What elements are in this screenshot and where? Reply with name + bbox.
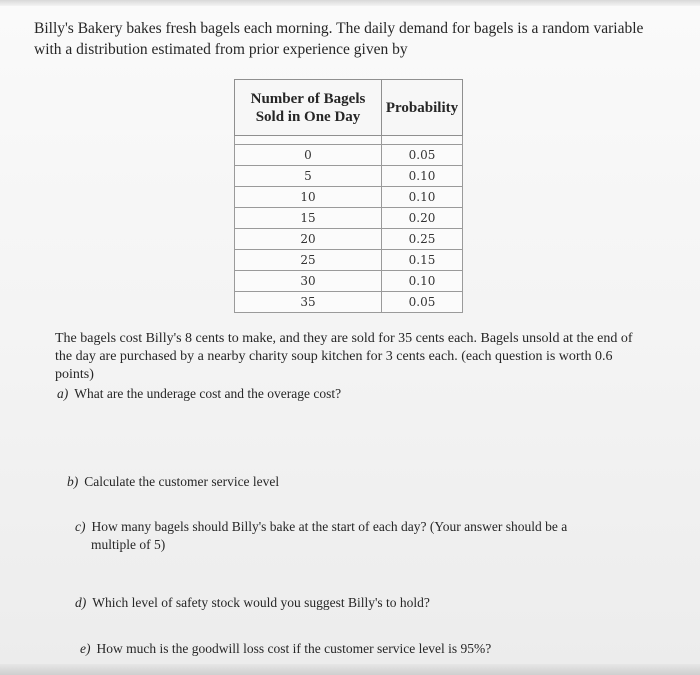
question-a-text: What are the underage cost and the overage cost? xyxy=(74,386,342,401)
question-e-text: How much is the goodwill loss cost if the customer service level is 95%? xyxy=(96,641,492,656)
question-b xyxy=(67,473,279,491)
question-c-label: c) xyxy=(75,519,86,534)
probability-cell: 0.05 xyxy=(382,145,463,166)
demand-distribution-table xyxy=(234,79,463,313)
table-row xyxy=(235,145,463,166)
bagels-cell: 35 xyxy=(235,292,382,313)
question-b-text: Calculate the customer service level xyxy=(84,474,280,489)
question-d-label: d) xyxy=(75,595,87,610)
table-row xyxy=(235,292,463,313)
bagels-cell: 5 xyxy=(235,166,382,187)
question-e-label: e) xyxy=(80,641,91,656)
table-header-row xyxy=(235,80,463,136)
question-a-label: a) xyxy=(57,386,69,401)
question-c xyxy=(75,518,635,554)
probability-cell: 0.05 xyxy=(382,292,463,313)
intro-text: Billy's Bakery bakes fresh bagels each morning. The daily demand for bagels is a random variable with a distribution estimated from prior experience given by xyxy=(34,20,644,58)
bagels-cell: 30 xyxy=(235,271,382,292)
bagels-cell: 25 xyxy=(235,250,382,271)
table-row xyxy=(235,229,463,250)
table-row xyxy=(235,271,463,292)
header-probability: Probability xyxy=(382,80,463,136)
table-spacer-row xyxy=(235,136,463,145)
question-d-text: Which level of safety stock would you suggest Billy's to hold? xyxy=(92,595,430,610)
bottom-edge-shadow xyxy=(0,664,700,675)
top-edge-shadow xyxy=(0,0,700,6)
question-e xyxy=(80,640,491,658)
probability-cell: 0.10 xyxy=(382,271,463,292)
question-c-text-line1: How many bagels should Billy's bake at the start of each day? (Your answer should be a xyxy=(91,519,568,534)
table-row xyxy=(235,166,463,187)
question-d xyxy=(75,594,430,612)
cost-paragraph: The bagels cost Billy's 8 cents to make, and they are sold for 35 cents each. Bagels unsold at the end of the day are purchased by a nearby charity soup kitchen for 3 cents each. (each question is worth 0.6 points) xyxy=(55,331,633,382)
probability-cell: 0.15 xyxy=(382,250,463,271)
table-row xyxy=(235,187,463,208)
bagels-cell: 10 xyxy=(235,187,382,208)
header-bagels-sold: Number of Bagels Sold in One Day xyxy=(235,80,382,136)
bagels-cell: 15 xyxy=(235,208,382,229)
table-row xyxy=(235,208,463,229)
probability-cell: 0.25 xyxy=(382,229,463,250)
bagels-cell: 0 xyxy=(235,145,382,166)
question-b-label: b) xyxy=(67,474,79,489)
question-a xyxy=(57,385,341,403)
probability-cell: 0.10 xyxy=(382,166,463,187)
probability-cell: 0.10 xyxy=(382,187,463,208)
bagels-cell: 20 xyxy=(235,229,382,250)
probability-cell: 0.20 xyxy=(382,208,463,229)
table-row xyxy=(235,250,463,271)
question-c-text-line2: multiple of 5) xyxy=(91,537,166,552)
